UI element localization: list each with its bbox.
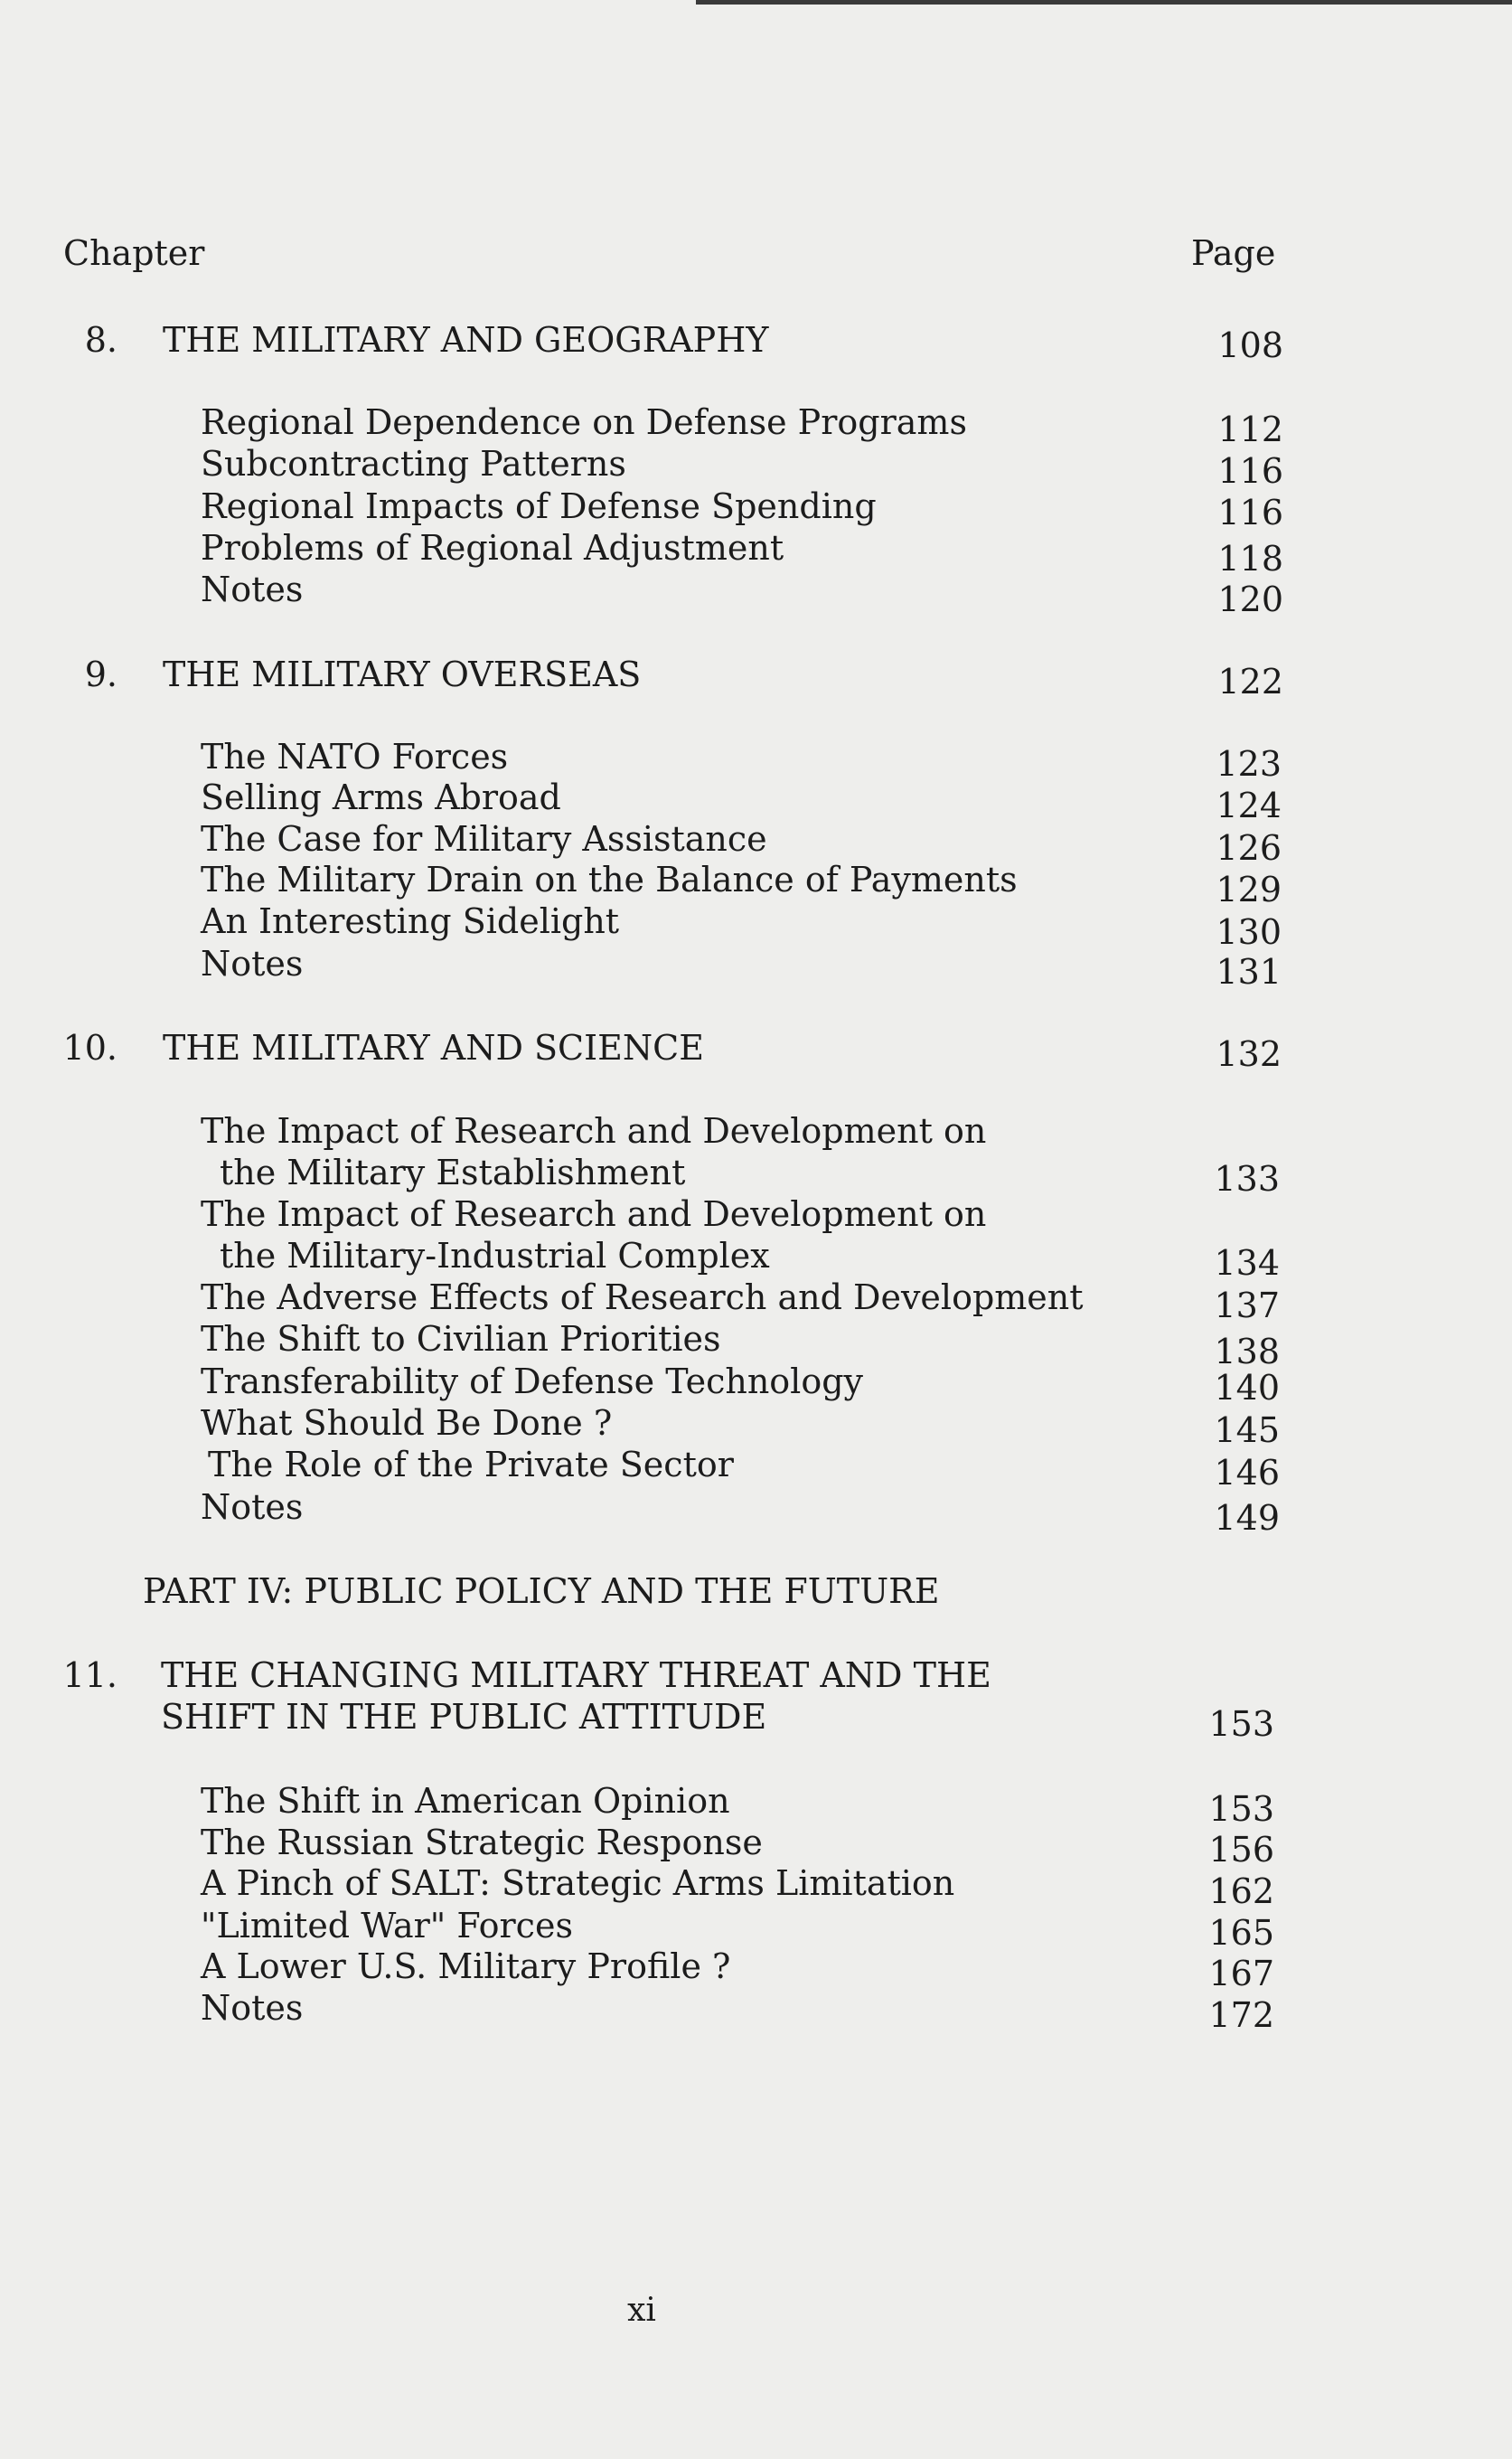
chapter-column-label: Chapter: [63, 233, 205, 273]
chapter-8-number: 8.: [84, 320, 117, 360]
toc-entry: An Interesting Sidelight: [201, 901, 620, 941]
chapter-11-title-continued: SHIFT IN THE PUBLIC ATTITUDE: [161, 1697, 767, 1737]
toc-entry: Notes: [201, 1988, 304, 2028]
part-heading: PART IV: PUBLIC POLICY AND THE FUTURE: [143, 1571, 940, 1611]
toc-entry-page: 167: [1208, 1954, 1274, 1993]
toc-entry-page: 118: [1217, 539, 1283, 579]
toc-entry-page: 123: [1216, 744, 1282, 784]
toc-entry-page: 156: [1208, 1830, 1274, 1870]
toc-entry-page: 145: [1214, 1410, 1280, 1450]
toc-entry: "Limited War" Forces: [201, 1906, 573, 1946]
toc-entry: Regional Impacts of Defense Spending: [201, 486, 877, 526]
toc-entry: Notes: [201, 570, 304, 609]
toc-entry: Problems of Regional Adjustment: [201, 528, 784, 568]
toc-entry: What Should Be Done ?: [201, 1403, 613, 1443]
chapter-10-page: 132: [1216, 1034, 1282, 1074]
toc-entry: The Role of the Private Sector: [208, 1445, 734, 1484]
toc-entry: A Pinch of SALT: Strategic Arms Limitation: [201, 1863, 955, 1903]
toc-entry: The Shift to Civilian Priorities: [201, 1319, 721, 1359]
toc-entry-page: 153: [1208, 1789, 1274, 1829]
toc-entry: The Case for Military Assistance: [201, 819, 767, 859]
toc-entry-continued: the Military-Industrial Complex: [220, 1236, 770, 1276]
toc-entry: Transferability of Defense Technology: [201, 1361, 864, 1401]
toc-entry-page: 138: [1214, 1332, 1280, 1371]
chapter-9-number: 9.: [84, 655, 117, 694]
toc-entry-page: 129: [1216, 870, 1282, 909]
toc-entry: The Military Drain on the Balance of Payments: [201, 860, 1018, 900]
chapter-10-title: THE MILITARY AND SCIENCE: [163, 1028, 704, 1068]
page-number: xi: [627, 2292, 656, 2329]
toc-entry: The Adverse Effects of Research and Development: [201, 1277, 1084, 1317]
toc-entry-page: 134: [1214, 1243, 1280, 1283]
page-column-label: Page: [1191, 233, 1276, 273]
toc-entry: The Impact of Research and Development on: [201, 1111, 987, 1151]
toc-entry: Subcontracting Patterns: [201, 444, 626, 484]
chapter-11-number: 11.: [62, 1655, 117, 1695]
toc-entry: A Lower U.S. Military Profile ?: [201, 1946, 731, 1986]
toc-entry-page: 120: [1217, 579, 1283, 619]
toc-entry-page: 133: [1214, 1159, 1280, 1199]
toc-entry-page: 146: [1214, 1453, 1280, 1493]
chapter-11-page: 153: [1208, 1704, 1274, 1744]
toc-entry-page: 116: [1217, 451, 1283, 491]
toc-entry: Selling Arms Abroad: [201, 777, 561, 817]
toc-entry-page: 172: [1208, 1995, 1274, 2035]
toc-entry-page: 116: [1217, 493, 1283, 532]
toc-entry: Notes: [201, 944, 304, 984]
toc-entry-page: 112: [1217, 410, 1283, 449]
toc-entry-page: 137: [1214, 1286, 1280, 1325]
toc-entry: The Impact of Research and Development on: [201, 1194, 987, 1234]
chapter-8-title: THE MILITARY AND GEOGRAPHY: [163, 320, 769, 360]
toc-entry-page: 140: [1214, 1368, 1280, 1408]
chapter-11-title: THE CHANGING MILITARY THREAT AND THE: [161, 1655, 991, 1695]
toc-entry: The Shift in American Opinion: [201, 1781, 730, 1821]
toc-entry-page: 162: [1208, 1871, 1274, 1911]
chapter-9-page: 122: [1217, 662, 1283, 702]
toc-entry-page: 130: [1216, 912, 1282, 952]
toc-entry-page: 149: [1214, 1498, 1280, 1538]
toc-entry-page: 124: [1216, 786, 1282, 825]
toc-entry-page: 126: [1216, 828, 1282, 868]
chapter-10-number: 10.: [62, 1028, 117, 1068]
toc-entry: The NATO Forces: [201, 737, 509, 777]
toc-entry: The Russian Strategic Response: [201, 1823, 763, 1862]
toc-entry-page: 131: [1216, 952, 1282, 992]
chapter-8-page: 108: [1217, 325, 1283, 365]
toc-entry-page: 165: [1208, 1913, 1274, 1953]
toc-entry: Regional Dependence on Defense Programs: [201, 402, 967, 442]
chapter-9-title: THE MILITARY OVERSEAS: [163, 655, 642, 694]
toc-entry-continued: the Military Establishment: [220, 1153, 686, 1192]
toc-entry: Notes: [201, 1487, 304, 1527]
